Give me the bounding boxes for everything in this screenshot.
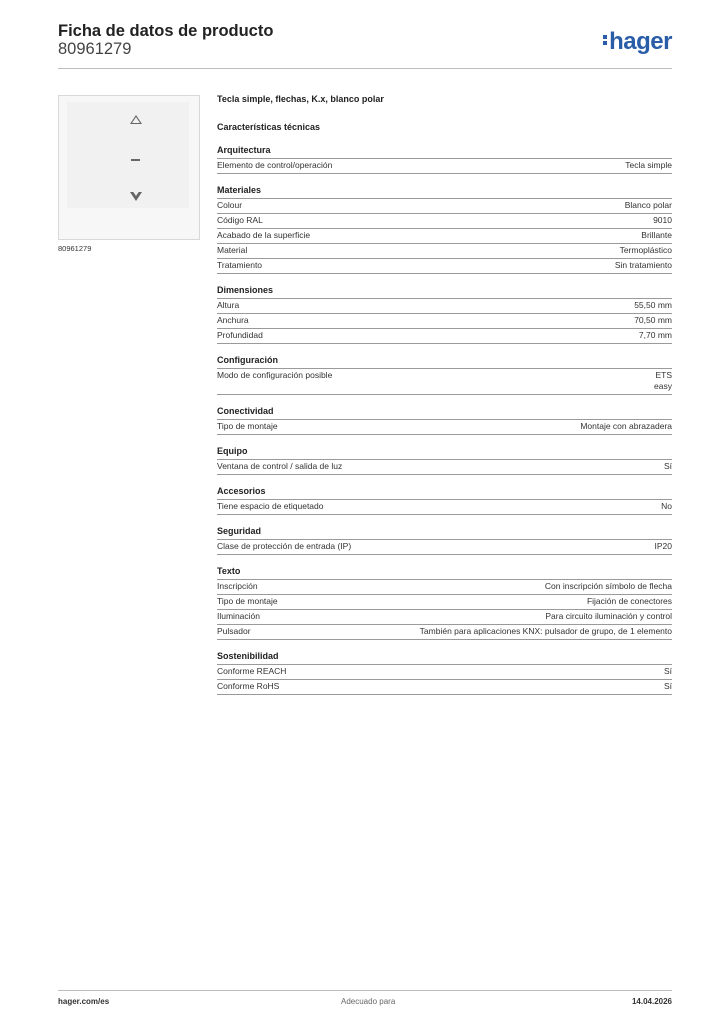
- spec-row: [217, 594, 672, 609]
- spec-row: [217, 419, 672, 435]
- spec-row: [217, 539, 672, 555]
- spec-section: [217, 284, 672, 344]
- hager-logo: [603, 28, 672, 56]
- spec-label: Tipo de montaje: [217, 421, 278, 431]
- image-caption: 80961279: [58, 244, 92, 253]
- section-title: Materiales: [217, 185, 262, 195]
- spec-row: [217, 158, 672, 174]
- spec-label: Código RAL: [217, 215, 263, 225]
- spec-label: Colour: [217, 200, 243, 210]
- spec-row: [217, 499, 672, 515]
- footer-note: Adecuado para: [341, 997, 396, 1006]
- spec-value: Sí: [663, 461, 672, 471]
- section-title: Seguridad: [217, 526, 262, 536]
- spec-row: [217, 243, 672, 258]
- spec-row: [217, 664, 672, 679]
- section-title: Configuración: [217, 355, 278, 365]
- spec-value: Tecla simple: [625, 160, 672, 170]
- logo-dots-icon: [603, 33, 608, 47]
- spec-row: [217, 298, 672, 313]
- spec-section: [217, 144, 672, 174]
- spec-label: Pulsador: [217, 626, 251, 636]
- footer-website[interactable]: hager.com/es: [58, 997, 110, 1006]
- spec-label: Iluminación: [217, 611, 260, 621]
- section-title: Arquitectura: [217, 145, 271, 155]
- spec-label: Inscripción: [217, 581, 258, 591]
- spec-label: Altura: [217, 300, 240, 310]
- spec-row: [217, 459, 672, 475]
- spec-label: Anchura: [217, 315, 249, 325]
- section-title: Sostenibilidad: [217, 651, 279, 661]
- spec-value: ETS easy: [654, 370, 672, 391]
- spec-label: Modo de configuración posible: [217, 370, 333, 380]
- spec-value: 7,70 mm: [638, 330, 672, 340]
- header-divider: [58, 68, 672, 69]
- spec-value: Sí: [663, 681, 672, 691]
- spec-value: Fijación de conectores: [586, 596, 672, 606]
- spec-label: Tratamiento: [217, 260, 263, 270]
- spec-label: Conforme RoHS: [217, 681, 280, 691]
- spec-row: [217, 624, 672, 640]
- spec-row: [217, 258, 672, 274]
- spec-row: [217, 213, 672, 228]
- spec-label: Tiene espacio de etiquetado: [217, 501, 324, 511]
- spec-value: Para circuito iluminación y control: [545, 611, 672, 621]
- spec-label: Clase de protección de entrada (IP): [217, 541, 352, 551]
- spec-label: Ventana de control / salida de luz: [217, 461, 343, 471]
- footer-divider: [58, 990, 672, 991]
- arrow-down-icon: [130, 192, 142, 201]
- spec-value: 70,50 mm: [634, 315, 672, 325]
- spec-section: [217, 650, 672, 695]
- spec-section: [217, 184, 672, 274]
- spec-label: Profundidad: [217, 330, 263, 340]
- product-image: [58, 95, 200, 240]
- spec-sections: [217, 144, 672, 695]
- dash-icon: [131, 159, 140, 161]
- spec-label: Material: [217, 245, 248, 255]
- section-title: Conectividad: [217, 406, 274, 416]
- spec-value: 55,50 mm: [634, 300, 672, 310]
- spec-section: [217, 445, 672, 475]
- spec-label: Elemento de control/operación: [217, 160, 333, 170]
- spec-row: [217, 313, 672, 328]
- spec-value: Montaje con abrazadera: [580, 421, 672, 431]
- spec-section: [217, 565, 672, 640]
- spec-row: [217, 328, 672, 344]
- spec-value: No: [661, 501, 672, 511]
- spec-value: IP20: [654, 541, 672, 551]
- footer-date: 14.04.2026: [631, 997, 672, 1006]
- spec-row: [217, 609, 672, 624]
- spec-value: Sin tratamiento: [614, 260, 672, 270]
- spec-value: Brillante: [641, 230, 672, 240]
- spec-value: 9010: [653, 215, 672, 225]
- rocker-switch-illustration: [67, 102, 189, 208]
- spec-row: [217, 368, 672, 395]
- spec-row: [217, 228, 672, 243]
- spec-value: Blanco polar: [624, 200, 672, 210]
- section-title: Equipo: [217, 446, 248, 456]
- page-header: [58, 22, 672, 69]
- product-name: Tecla simple, flechas, K.x, blanco polar: [217, 94, 384, 104]
- spec-row: [217, 198, 672, 213]
- spec-value: También para aplicaciones KNX: pulsador de grupo, de 1 elemento: [419, 626, 672, 636]
- spec-label: Tipo de montaje: [217, 596, 278, 606]
- spec-value: Termoplástico: [619, 245, 672, 255]
- section-title: Dimensiones: [217, 285, 274, 295]
- spec-value: Sí: [663, 666, 672, 676]
- arrow-up-icon: [130, 115, 142, 124]
- spec-label: Acabado de la superficie: [217, 230, 311, 240]
- spec-content: [217, 92, 672, 705]
- spec-row: [217, 679, 672, 695]
- spec-label: Conforme REACH: [217, 666, 287, 676]
- spec-section: [217, 485, 672, 515]
- spec-value: Con inscripción símbolo de flecha: [544, 581, 672, 591]
- section-title: Texto: [217, 566, 241, 576]
- spec-section: [217, 354, 672, 395]
- document-title: Ficha de datos de producto: [58, 22, 274, 40]
- spec-section: [217, 525, 672, 555]
- spec-section: [217, 405, 672, 435]
- section-title: Accesorios: [217, 486, 266, 496]
- technical-characteristics-title: Características técnicas: [217, 122, 321, 132]
- product-number: 80961279: [58, 40, 132, 58]
- logo-text: hager: [609, 28, 672, 55]
- spec-row: [217, 579, 672, 594]
